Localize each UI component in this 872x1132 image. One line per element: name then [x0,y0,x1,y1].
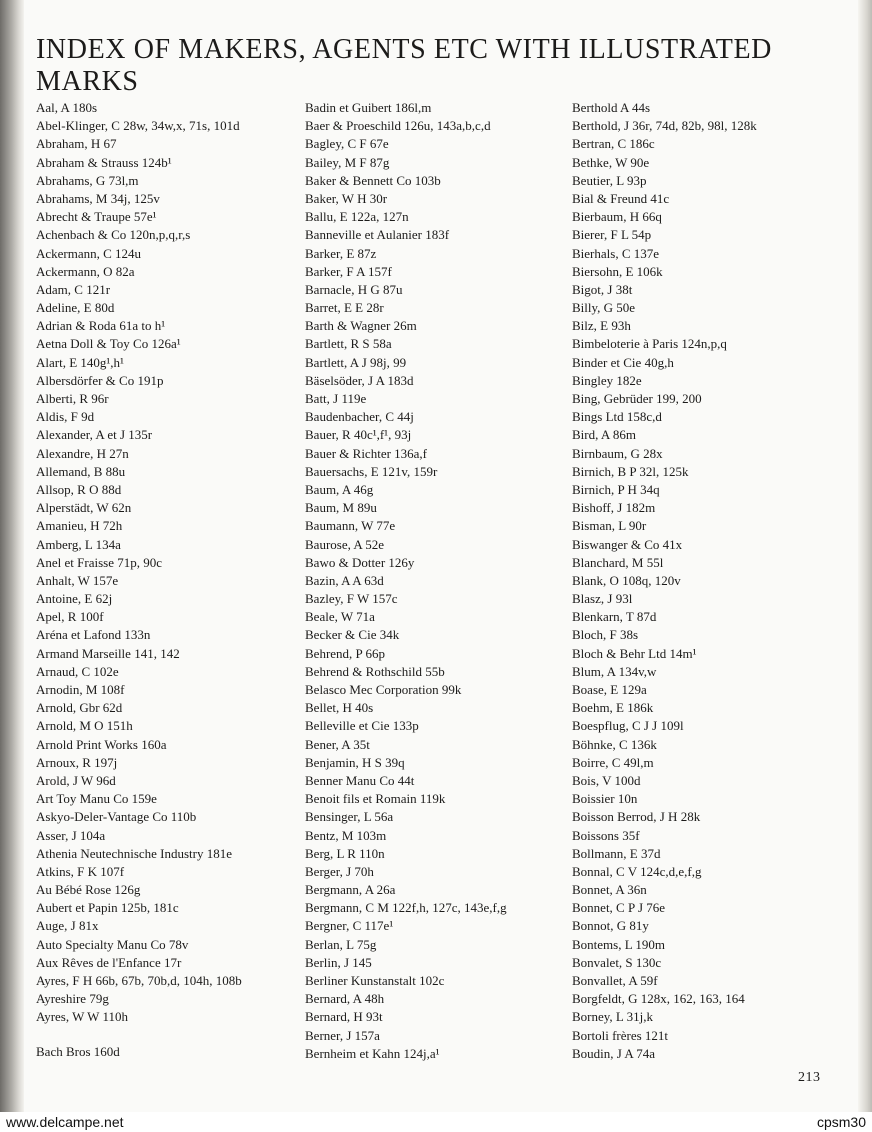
index-entry: Bäselsöder, J A 183d [305,372,414,388]
index-entry: Blenkarn, T 87d [572,609,657,625]
index-entry: Atkins, F K 107f [36,863,125,879]
index-entry: Boirre, C 49l,m [572,754,654,770]
index-entry: Bergmann, A 26a [305,882,396,898]
index-entry: Bonnet, A 36n [572,882,647,898]
index-entry: Bonnet, C P J 76e [572,900,666,916]
index-entry: Bishoff, J 182m [572,500,656,516]
index-entry: Biswanger & Co 41x [572,536,683,552]
index-entry: Bierer, F L 54p [572,227,652,243]
index-entry: Bimbeloterie à Paris 124n,p,q [572,336,727,352]
index-entry: Arnold, M O 151h [36,718,133,734]
index-entry: Bagley, C F 67e [305,136,389,152]
index-entry: Blank, O 108q, 120v [572,572,681,588]
index-entry: Abrahams, G 73l,m [36,172,139,188]
index-entry: Bing, Gebrüder 199, 200 [572,391,702,406]
index-entry: Antoine, E 62j [36,591,113,607]
index-entry: Bener, A 35t [305,736,370,752]
watermark-footer [0,1112,872,1132]
index-entry: Arnoux, R 197j [36,754,118,770]
index-entry: Bethke, W 90e [572,154,650,170]
index-entry: Belleville et Cie 133p [305,718,419,734]
index-entry: Bernard, A 48h [305,991,385,1007]
index-entry: Badin et Guibert 186l,m [305,100,432,115]
index-entry: Bilz, E 93h [572,318,631,334]
index-entry: Ackermann, C 124u [36,245,142,261]
index-entry: Baum, M 89u [305,500,377,516]
index-entry: Abraham, H 67 [36,136,117,152]
index-entry: Boissier 10n [572,791,638,807]
index-entry: Bontems, L 190m [572,936,666,952]
index-entry: Aal, A 180s [36,100,98,115]
index-entry: Bings Ltd 158c,d [572,409,662,425]
index-entry: Art Toy Manu Co 159e [36,791,157,807]
index-entry: Birnich, B P 32l, 125k [572,463,689,479]
index-entry: Bawo & Dotter 126y [305,554,415,570]
index-entry: Bailey, M F 87g [305,154,390,170]
index-entry: Barker, E 87z [305,245,377,261]
index-entry: Behrend & Rothschild 55b [305,663,445,679]
index-entry: Bellet, H 40s [305,700,374,716]
index-entry: Bonnal, C V 124c,d,e,f,g [572,863,702,879]
index-entry: Bierbaum, H 66q [572,209,662,225]
index-entry: Anhalt, W 157e [36,572,119,588]
index-entry: Beale, W 71a [305,609,375,625]
index-column-1 [36,99,298,1061]
index-entry: Arnaud, C 102e [36,663,119,679]
index-entry: Barker, F A 157f [305,263,392,279]
page-number: 213 [798,1070,821,1085]
index-entry: Bingley 182e [572,372,642,388]
index-entry: Alexandre, H 27n [36,445,129,461]
index-entry: Bird, A 86m [572,427,636,443]
index-entry: Borgfeldt, G 128x, 162, 163, 164 [572,991,745,1007]
index-entry: Abel-Klinger, C 28w, 34w,x, 71s, 101d [36,118,240,134]
index-entry: Au Bébé Rose 126g [36,882,141,898]
index-entry: Bigot, J 38t [572,281,633,297]
index-entry: Abrecht & Traupe 57e¹ [36,209,157,225]
index-entry: Belasco Mec Corporation 99k [305,682,462,697]
index-entry: Bartlett, R S 58a [305,336,392,352]
index-entry: Bauersachs, E 121v, 159r [305,463,438,479]
index-entry: Boase, E 129a [572,682,647,697]
index-entry: Bierhals, C 137e [572,245,660,261]
index-entry: Berliner Kunstanstalt 102c [305,973,445,988]
footer-site-url[interactable]: www.delcampe.net [6,1114,124,1130]
index-entry: Borney, L 31j,k [572,1009,653,1025]
index-entry: Batt, J 119e [305,391,367,406]
index-entry: Bergmann, C M 122f,h, 127c, 143e,f,g [305,900,507,916]
index-entry: Bois, V 100d [572,772,641,788]
index-entry: Bollmann, E 37d [572,845,661,861]
index-entry: Banneville et Aulanier 183f [305,227,450,243]
index-entry: Boisson Berrod, J H 28k [572,809,701,825]
index-entry: Barth & Wagner 26m [305,318,417,334]
index-column-3 [572,99,834,1063]
index-entry: Berger, J 70h [305,863,374,879]
index-entry: Bonvallet, A 59f [572,973,658,988]
index-entry: Ackermann, O 82a [36,263,135,279]
index-entry: Ayres, W W 110h [36,1009,128,1025]
index-entry: Benner Manu Co 44t [305,772,415,788]
index-entry: Armand Marseille 141, 142 [36,645,180,661]
index-entry: Blanchard, M 55l [572,554,664,570]
index-entry: Baker & Bennett Co 103b [305,172,441,188]
index-entry: Bloch, F 38s [572,627,639,643]
index-entry: Bensinger, L 56a [305,809,394,825]
index-entry: Arold, J W 96d [36,772,116,788]
index-entry: Berlan, L 75g [305,936,377,952]
index-entry: Bartlett, A J 98j, 99 [305,354,407,370]
index-entry: Berthold, J 36r, 74d, 82b, 98l, 128k [572,118,757,134]
index-entry: Baer & Proeschild 126u, 143a,b,c,d [305,118,491,134]
index-entry: Bonvalet, S 130c [572,954,662,970]
index-entry: Adrian & Roda 61a to h¹ [36,318,166,334]
index-entry: Auto Specialty Manu Co 78v [36,936,189,952]
index-entry: Berg, L R 110n [305,845,385,861]
index-entry: Askyo-Deler-Vantage Co 110b [36,809,197,825]
index-entry: Alperstädt, W 62n [36,500,132,516]
index-entry: Baker, W H 30r [305,190,388,206]
index-entry: Anel et Fraisse 71p, 90c [36,554,163,570]
index-entry: Baurose, A 52e [305,536,385,552]
index-entry: Apel, R 100f [36,609,104,625]
index-entry: Birnbaum, G 28x [572,445,663,461]
index-entry: Bonnot, G 81y [572,918,649,934]
index-entry: Abrahams, M 34j, 125v [36,190,160,206]
index-entry: Bernheim et Kahn 124j,a¹ [305,1045,440,1061]
index-entry: Amanieu, H 72h [36,518,123,534]
index-entry: Bentz, M 103m [305,827,387,843]
index-entry: Baum, A 46g [305,481,374,497]
index-entry: Bial & Freund 41c [572,190,670,206]
footer-seller-id: cpsm30 [816,1114,866,1130]
index-entry: Amberg, L 134a [36,536,121,552]
index-entry: Allemand, B 88u [36,463,126,479]
index-entry: Beutier, L 93p [572,172,647,188]
index-entry: Allsop, R O 88d [36,481,122,497]
index-entry: Bloch & Behr Ltd 14m¹ [572,645,697,661]
index-entry: Barnacle, H G 87u [305,281,403,297]
index-entry: Albersdörfer & Co 191p [36,372,164,388]
index-entry: Bisman, L 90r [572,518,647,534]
index-entry: Berner, J 157a [305,1027,380,1043]
index-entry: Behrend, P 66p [305,645,386,661]
index-entry: Becker & Cie 34k [305,627,400,643]
index-entry: Baudenbacher, C 44j [305,409,414,425]
index-entry: Abraham & Strauss 124b¹ [36,154,172,170]
index-entry: Arnodin, M 108f [36,682,125,697]
index-entry: Bauer, R 40c¹,f¹, 93j [305,427,412,443]
index-entry: Aréna et Lafond 133n [36,627,151,643]
index-entry: Baumann, W 77e [305,518,396,534]
index-entry: Bergner, C 117e¹ [305,918,394,934]
index-entry: Berthold A 44s [572,100,651,115]
index-entry: Adam, C 121r [36,281,111,297]
index-entry: Adeline, E 80d [36,300,115,316]
index-entry: Aux Rêves de l'Enfance 17r [36,954,182,970]
index-entry: Aldis, F 9d [36,409,95,425]
index-entry: Alexander, A et J 135r [36,427,153,443]
index-entry: Bazin, A A 63d [305,572,384,588]
index-entry: Ayres, F H 66b, 67b, 70b,d, 104h, 108b [36,973,242,988]
page-title: INDEX OF MAKERS, AGENTS ETC WITH ILLUSTRATED MARKS [36,34,772,97]
index-entry: Ballu, E 122a, 127n [305,209,409,225]
index-entry: Boudin, J A 74a [572,1045,656,1061]
index-entry: Bazley, F W 157c [305,591,398,607]
index-entry: Alart, E 140g¹,h¹ [36,354,124,370]
index-entry: Berlin, J 145 [305,954,372,970]
index-entry: Arnold Print Works 160a [36,736,167,752]
page-edge-shadow [858,0,872,1112]
book-binding-shadow [0,0,24,1112]
index-entry: Böhnke, C 136k [572,736,657,752]
index-entry: Arnold, Gbr 62d [36,700,123,716]
index-entry: Billy, G 50e [572,300,636,316]
index-entry: Biersohn, E 106k [572,263,663,279]
index-entry: Benoit fils et Romain 119k [305,791,446,807]
index-entry: Bortoli frères 121t [572,1027,669,1043]
index-entry: Blasz, J 93l [572,591,633,607]
index-entry: Bach Bros 160d [36,1043,120,1059]
index-entry: Achenbach & Co 120n,p,q,r,s [36,227,191,243]
index-entry: Bertran, C 186c [572,136,655,152]
index-entry: Birnich, P H 34q [572,481,660,497]
index-entry: Bernard, H 93t [305,1009,383,1025]
index-entry: Boespflug, C J J 109l [572,718,684,734]
index-entry: Asser, J 104a [36,827,106,843]
index-entry: Bauer & Richter 136a,f [305,445,428,461]
index-entry: Alberti, R 96r [36,391,109,406]
index-entry: Barret, E E 28r [305,300,384,316]
index-entry: Boehm, E 186k [572,700,654,716]
index-entry: Athenia Neutechnische Industry 181e [36,845,233,861]
index-entry: Ayreshire 79g [36,991,109,1007]
index-entry: Auge, J 81x [36,918,99,934]
index-entry: Binder et Cie 40g,h [572,354,674,370]
index-entry: Boissons 35f [572,827,640,843]
index-column-2 [305,99,567,1063]
index-entry: Benjamin, H S 39q [305,754,405,770]
index-entry: Aubert et Papin 125b, 181c [36,900,179,916]
index-entry: Aetna Doll & Toy Co 126a¹ [36,336,181,352]
index-entry: Blum, A 134v,w [572,663,657,679]
